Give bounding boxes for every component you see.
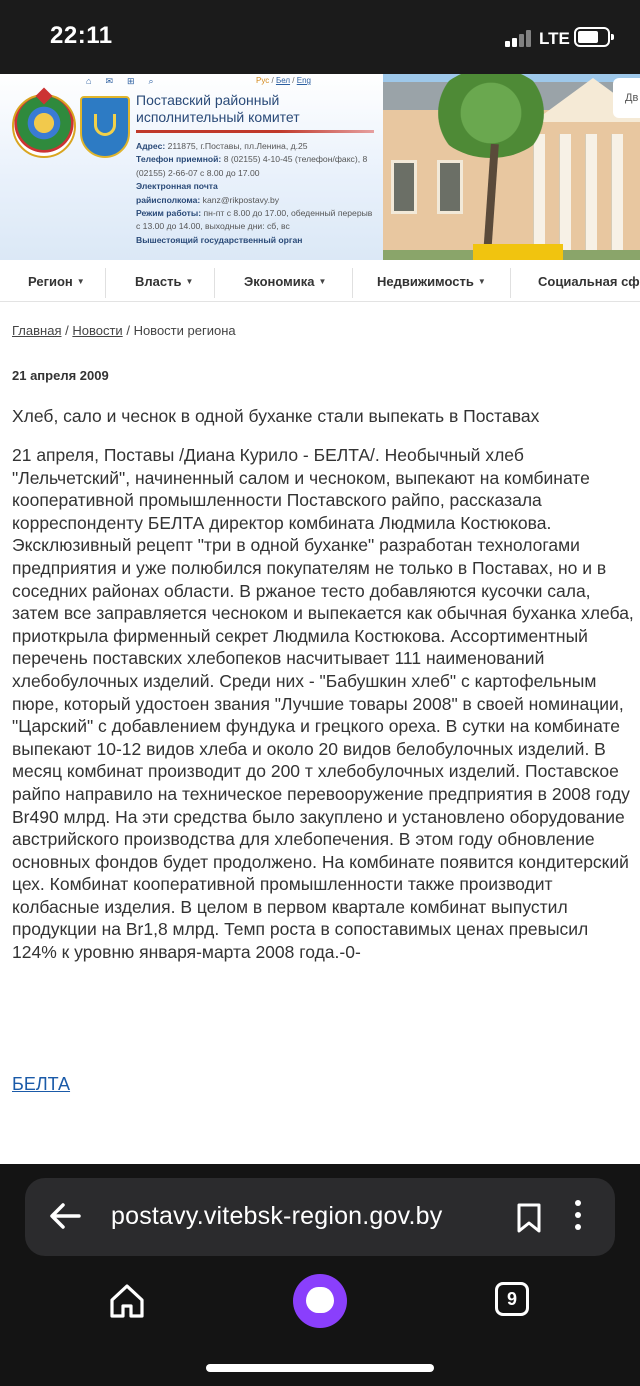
contact-info xyxy=(136,140,374,247)
home-small-icon[interactable]: ⌂ xyxy=(86,76,106,86)
phone-label: Телефон приемной: xyxy=(136,154,222,165)
assistant-icon xyxy=(306,1287,334,1313)
nav-item-realty[interactable] xyxy=(377,274,486,289)
site-header xyxy=(0,74,640,260)
source-link[interactable]: БЕЛТА xyxy=(12,1074,71,1094)
back-arrow-icon[interactable] xyxy=(45,1196,85,1236)
nav-item-region[interactable] xyxy=(28,274,85,289)
hours-label: Режим работы: xyxy=(136,208,202,219)
nav-label: Социальная сф xyxy=(538,274,640,289)
home-indicator[interactable] xyxy=(206,1364,434,1372)
tabs-counter-button[interactable]: 9 xyxy=(495,1282,529,1316)
breadcrumb xyxy=(12,323,236,338)
status-bar xyxy=(0,0,640,74)
nav-item-social[interactable] xyxy=(538,274,640,289)
breadcrumb-separator: / xyxy=(126,323,130,338)
caret-down-icon: ▼ xyxy=(76,277,85,286)
breadcrumb-news[interactable]: Новости xyxy=(72,323,123,338)
lang-by[interactable]: Бел xyxy=(275,76,291,85)
email-label: Электронная почта xyxy=(136,181,218,192)
search-small-icon[interactable]: ⌕ xyxy=(148,76,168,86)
nav-item-economy[interactable] xyxy=(244,274,326,289)
caret-down-icon: ▼ xyxy=(185,277,194,286)
cellular-signal-icon xyxy=(505,29,535,47)
network-type: LTE xyxy=(539,29,570,48)
header-photo xyxy=(383,74,640,260)
bookmark-icon[interactable] xyxy=(515,1202,543,1234)
article-date: 21 апреля 2009 xyxy=(12,368,109,383)
email-value[interactable]: kanz@rikpostavy.by xyxy=(202,194,280,205)
status-time: 22:11 xyxy=(50,22,113,49)
nav-label: Власть xyxy=(135,274,182,289)
caret-down-icon: ▼ xyxy=(477,277,486,286)
org-name[interactable]: Поставский районный исполнительный комитет xyxy=(136,92,300,125)
article-body: 21 апреля, Поставы /Диана Курило - БЕЛТА/. Необычный хлеб "Лельчетский", начиненный салом и чесноком, выпекают на комбинате кооперативной промышленности Поставского райпо, рассказала корреспонденту БЕЛТА директор комбината Людмила Костюкова. Эксклюзивный рецепт "три в одной буханке" разработан технологами предприятия и уже полюбился покупателям не только в Поставах, но и в соседних районах области. В ржаное тесто добавляются кусочки сала, затем все заправляется чесноком и выпекается как обычная буханка хлеба, приоткрыла фирменный секрет Людмила Костюкова. Ассортиментный перечень поставских хлебопеков насчитывает 111 наименований хлебобулочных изделий. Среди них - "Бабушкин хлеб" с картофельным пюре, который удостоен звания "Лучшие товары 2008" в своей номинации, "Царский" с добавлением фундука и грецкого ореха. В сутки на комбинате выпекают 10-12 видов хлеба и около 20 видов белобулочных изделий. В месяц комбинат производит до 200 т хлебобулочных изделий. Поставское райпо направило на техническое перевооружение предприятия в 2008 году Br490 млрд. На эти средства было закуплено и установлено оборудование австрийского производства для хлебопечения. В этом году обновление основных фондов будет продолжено. На комбинате появится кондитерский цех. Комбинат кооперативной промышленности также производит колбасные изделия. В целом в первом квартале комбинат выпустил продукции на Br1,8 млрд. Темп роста в сопоставимых ценах превысил 124% к уровню января-марта 2008 года.-0- xyxy=(12,445,634,963)
lang-en[interactable]: Eng xyxy=(296,76,311,85)
lang-ru[interactable]: Рус xyxy=(256,76,270,85)
voice-assistant-button[interactable] xyxy=(293,1274,347,1328)
email-label-2: райисполкома: xyxy=(136,194,201,205)
web-page xyxy=(0,74,640,1164)
language-switcher: Рус / Бел / Eng xyxy=(256,76,311,85)
nav-label: Регион xyxy=(28,274,73,289)
nav-label: Экономика xyxy=(244,274,315,289)
authority-link[interactable]: Вышестоящий государственный орган xyxy=(136,234,303,245)
browser-toolbar xyxy=(0,1164,640,1386)
more-menu-icon[interactable] xyxy=(573,1200,583,1234)
breadcrumb-separator: / xyxy=(65,323,69,338)
url-text[interactable]: postavy.vitebsk-region.gov.by xyxy=(111,1202,443,1230)
phone-value: 8 (02155) 4-10-45 (телефон/факс), 8 (02155) 2-66-07 с 8.00 до 17.00 xyxy=(136,154,368,178)
breadcrumb-current: Новости региона xyxy=(133,323,236,338)
home-icon[interactable] xyxy=(106,1280,148,1322)
nav-item-power[interactable] xyxy=(135,274,193,289)
header-divider xyxy=(136,130,374,133)
main-nav xyxy=(0,260,640,302)
address-label: Адрес: xyxy=(136,141,166,151)
caret-down-icon: ▼ xyxy=(318,277,327,286)
hours-value: пн-пт с 8.00 до 17.00, обеденный перерыв с 13.00 до 14.00, выходные дни: сб, вс xyxy=(136,208,373,232)
coat-mark-icon xyxy=(94,114,116,136)
address-value: 211875, г.Поставы, пл.Ленина, д.25 xyxy=(167,141,308,151)
breadcrumb-home[interactable]: Главная xyxy=(12,323,62,338)
address-bar[interactable] xyxy=(25,1178,615,1256)
battery-icon xyxy=(574,27,610,47)
nav-label: Недвижимость xyxy=(377,274,474,289)
sitemap-small-icon[interactable]: ⊞ xyxy=(126,76,149,86)
photo-overlay-tab[interactable]: Дв xyxy=(613,78,640,118)
article-title: Хлеб, сало и чеснок в одной буханке стали выпекать в Поставах xyxy=(12,406,540,426)
header-quick-icons xyxy=(86,76,168,87)
mail-small-icon[interactable]: ✉ xyxy=(105,76,127,86)
